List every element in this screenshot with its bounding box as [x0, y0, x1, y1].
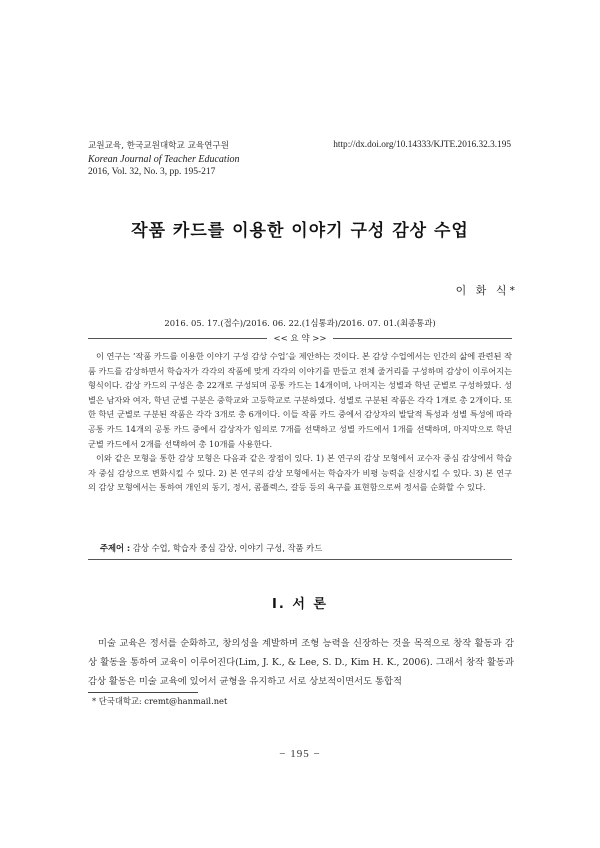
abstract-box: [88, 332, 512, 562]
publisher-line: 교원교육, 한국교원대학교 교육연구원: [88, 141, 230, 151]
page-number: − 195 −: [279, 748, 321, 760]
doi-link[interactable]: http://dx.doi.org/10.14333/KJTE.2016.32.3.195: [333, 140, 511, 150]
section-heading: Ⅰ. 서 론: [272, 597, 328, 612]
abstract-paragraph: 이와 같은 모형을 통한 감상 모형은 다음과 같은 장점이 있다. 1) 본 연구의 감상 모형에서 교수자 중심 감상에서 학습자 중심 감상으로 변화시킬 수 있다. 2) 본 연구의 감상 모형에서는 학습자가 비평 능력을 신장시킬 수 있다. 3) 본 연구의 감상 모형에서는 통하여 개인의 동기, 정서, 콤플렉스, 갈등 등의 욕구를 표현함으로써 정서를 순화할 수 있다.: [88, 453, 512, 493]
abstract-label: << 요 약 >>: [267, 334, 332, 344]
abstract-text: [88, 349, 512, 495]
body-paragraph: 미술 교육은 정서를 순화하고, 창의성을 계발하며 조형 능력을 신장하는 것을 목적으로 창작 활동과 감상 활동을 통하여 교육이 이루어진다(Lim, J. K., & Lee, S. D., Kim H. K., 2006). 그래서 창작 활동과 감상 활동은 미술 교육에 있어서 균형을 유지하고 서로 상보적이면서도 통합적: [88, 638, 514, 687]
journal-header: [88, 140, 239, 179]
keywords-label: 주제어 :: [100, 543, 131, 553]
keywords-list: 감상 수업, 학습자 중심 감상, 이야기 구성, 작품 카드: [132, 543, 323, 553]
volume-line: 2016, Vol. 32, No. 3, pp. 195-217: [88, 167, 216, 177]
author-name: 이 화 식*: [455, 284, 518, 297]
keywords: [100, 542, 322, 554]
article-title: 작품 카드를 이용한 이야기 구성 감상 수업: [131, 221, 469, 241]
footnote: * 단국대학교: cremt@hanmail.net: [92, 696, 228, 706]
abstract-paragraph: 이 연구는 ‘작품 카드를 이용한 이야기 구성 감상 수업’을 제안하는 것이다. 본 감상 수업에서는 인간의 삶에 관련된 작품 카드를 감상하면서 학습자가 각각의 작품에 맞게 각각의 이야기를 만들고 전체 줄거리를 구성하며 감상이 이루어지는 형식이다. 감상 카드의 구성은 총 22개로 구성되며 공통 카드는 14개이며, 나머지는 성별과 학년 군별로 구성하였다. 성별은 남자와 여자, 학년 군별 구분은 중학교와 고등학교로 구분하였다. 성별로 구분된 작품은 각각 1개로 총 2개이다. 또한 학년 군별로 구분된 작품은 각각 3개로 총 6개이다. 이들 작품 카드 중에서 감상자의 발달적 특성과 성별 특성에 따라 공통 카드 14개의 공통 카드 중에서 감상자가 임의로 7개를 선택하고 성별 카드에서 1개를 선택하며, 마지막으로 학년 군별 카드에서 2개를 선택하여 총 10개를 사용한다.: [88, 351, 512, 449]
journal-name: Korean Journal of Teacher Education: [88, 154, 240, 165]
abstract-label-wrap: [88, 332, 512, 344]
review-dates: 2016. 05. 17.(접수)/2016. 06. 22.(1심통과)/2016. 07. 01.(최종통과): [164, 318, 436, 328]
abstract-bottom-rule: [88, 559, 512, 560]
body-text: [88, 634, 514, 691]
footnote-rule: [88, 692, 198, 693]
